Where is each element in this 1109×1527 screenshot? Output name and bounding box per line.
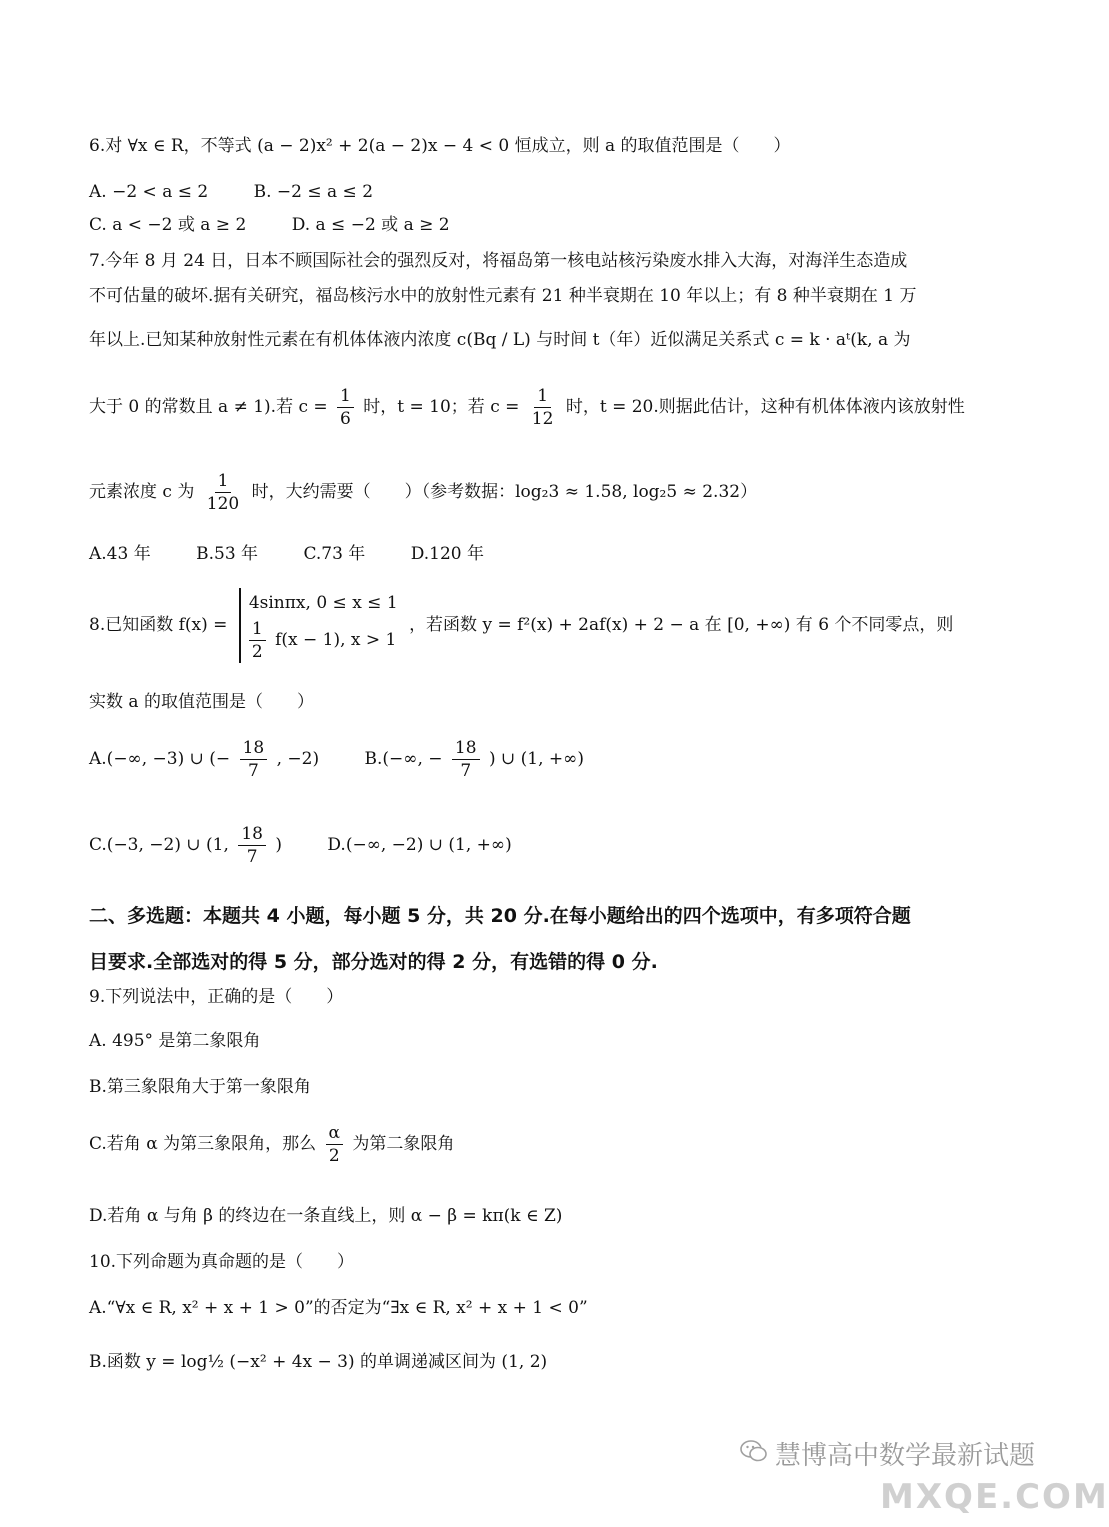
q8-option-b-part-2: ) ∪ (1, +∞) xyxy=(488,749,584,769)
watermark xyxy=(740,1425,1109,1525)
q8-option-a xyxy=(89,737,319,782)
q7-fraction-2-denominator: 12 xyxy=(531,409,554,429)
q8-piece-1: 4sinπx, 0 ≤ x ≤ 1 xyxy=(248,593,398,613)
question-7-line-2: 不可估量的破坏.据有关研究，福岛核污水中的放射性元素有 21 种半衰期在 10 年以上；有 8 种半衰期在 1 万 xyxy=(89,286,917,306)
q7-option-c: C.73 年 xyxy=(303,544,366,564)
q8-option-d: D.(−∞, −2) ∪ (1, +∞) xyxy=(327,835,512,855)
q8-option-c-part-1: C.(−3, −2) ∪ (1, xyxy=(89,835,229,855)
q6-option-a: A. −2 < a ≤ 2 xyxy=(89,182,209,202)
question-8-options-row2 xyxy=(89,823,552,868)
q7-fraction-3-denominator: 120 xyxy=(206,494,240,514)
q8-piece-2-fraction xyxy=(249,618,266,663)
q8-option-b xyxy=(365,737,584,782)
q6-option-c: C. a < −2 或 a ≥ 2 xyxy=(89,215,247,235)
question-7-line-5 xyxy=(89,470,757,515)
question-7-options xyxy=(89,542,524,566)
section-2-heading-line-1: 二、多选题：本题共 4 小题，每小题 5 分，共 20 分.在每小题给出的四个选项中，有多项符合题 xyxy=(89,905,911,927)
q9-option-c-numerator: α xyxy=(326,1122,343,1145)
q8-option-c-fraction xyxy=(238,823,266,868)
q9-option-c xyxy=(89,1122,454,1167)
question-6-stem: 6.对 ∀x ∈ R，不等式 (a − 2)x² + 2(a − 2)x − 4 < 0 恒成立，则 a 的取值范围是（ ） xyxy=(89,136,791,156)
q9-option-d: D.若角 α 与角 β 的终边在一条直线上，则 α − β = kπ(k ∈ Z) xyxy=(89,1206,563,1226)
q8-option-b-denominator: 7 xyxy=(460,761,472,781)
q8-option-b-part-1: B.(−∞, − xyxy=(364,749,443,769)
q6-option-b: B. −2 ≤ a ≤ 2 xyxy=(253,182,374,202)
watermark-brand: MXQE.COM xyxy=(880,1477,1109,1517)
q7-line4-part-b: 时，t = 10；若 c = xyxy=(363,397,520,417)
q6-option-d: D. a ≤ −2 或 a ≥ 2 xyxy=(291,215,450,235)
q10-option-a: A.“∀x ∈ R, x² + x + 1 > 0”的否定为“∃x ∈ R, x² + x + 1 < 0” xyxy=(89,1298,588,1318)
question-8-stem xyxy=(89,588,953,663)
q9-option-c-denominator: 2 xyxy=(328,1146,340,1166)
q7-fraction-3 xyxy=(204,470,242,515)
q7-option-d: D.120 年 xyxy=(410,544,484,564)
q8-piece-2-rest: f(x − 1), x > 1 xyxy=(275,630,397,650)
q7-line4-part-c: 时，t = 20.则据此估计，这种有机体体液内该放射性 xyxy=(565,397,965,417)
question-6-options-row1 xyxy=(89,180,413,204)
q8-piece-2-denominator: 2 xyxy=(251,642,263,662)
question-6-options-row2 xyxy=(89,213,490,237)
wechat-icon xyxy=(740,1439,768,1463)
q10-option-b: B.函数 y = log½ (−x² + 4x − 3) 的单调递减区间为 (1, 2) xyxy=(89,1352,548,1372)
q7-fraction-1 xyxy=(337,385,354,430)
question-8-options-row1 xyxy=(89,737,624,782)
q8-option-b-fraction xyxy=(452,737,480,782)
q7-fraction-2-numerator: 1 xyxy=(534,385,551,408)
q8-option-c xyxy=(89,823,282,868)
q8-option-b-numerator: 18 xyxy=(452,737,480,760)
q8-option-c-part-2: ) xyxy=(275,835,282,855)
q9-option-c-part-1: C.若角 α 为第三象限角，那么 xyxy=(89,1134,317,1154)
q8-prefix: 8.已知函数 f(x) = xyxy=(89,615,228,635)
q8-option-a-part-2: , −2) xyxy=(276,749,320,769)
q7-option-a: A.43 年 xyxy=(89,544,151,564)
q8-option-c-numerator: 18 xyxy=(238,823,266,846)
q7-line4-part-a: 大于 0 的常数且 a ≠ 1).若 c = xyxy=(89,397,328,417)
q8-piecewise-function xyxy=(239,588,398,663)
q8-piece-2-numerator: 1 xyxy=(249,618,266,641)
q8-option-a-fraction xyxy=(240,737,268,782)
question-9-stem: 9.下列说法中，正确的是（ ） xyxy=(89,987,344,1007)
q8-option-a-part-1: A.(−∞, −3) ∪ (− xyxy=(89,749,231,769)
q7-fraction-1-denominator: 6 xyxy=(340,409,351,429)
q7-line5-part-a: 元素浓度 c 为 xyxy=(89,482,195,502)
question-8-line-2: 实数 a 的取值范围是（ ） xyxy=(89,692,314,712)
q7-fraction-3-numerator: 1 xyxy=(215,470,232,493)
q7-fraction-2 xyxy=(529,385,557,430)
q8-option-c-denominator: 7 xyxy=(246,847,258,867)
q7-option-b: B.53 年 xyxy=(196,544,259,564)
q9-option-b: B.第三象限角大于第一象限角 xyxy=(89,1077,311,1097)
question-7-line-3: 年以上.已知某种放射性元素在有机体体液内浓度 c(Bq / L) 与时间 t（年）近似满足关系式 c = k · aᵗ(k, a 为 xyxy=(89,330,911,350)
q7-line5-part-b: 时，大约需要（ ）（参考数据：log₂3 ≈ 1.58, log₂5 ≈ 2.32） xyxy=(251,482,758,502)
q9-option-c-fraction xyxy=(326,1122,343,1167)
q8-piece-2 xyxy=(249,618,398,663)
question-7-line-4 xyxy=(89,385,965,430)
q8-option-a-denominator: 7 xyxy=(247,761,259,781)
question-7-line-1: 7.今年 8 月 24 日，日本不顾国际社会的强烈反对，将福岛第一核电站核污染废水排入大海，对海洋生态造成 xyxy=(89,251,908,271)
q9-option-a: A. 495° 是第二象限角 xyxy=(89,1031,261,1051)
q8-suffix: ，若函数 y = f²(x) + 2af(x) + 2 − a 在 [0, +∞) 有 6 个不同零点，则 xyxy=(409,615,954,635)
q8-option-a-numerator: 18 xyxy=(240,737,268,760)
section-2-heading-line-2: 目要求.全部选对的得 5 分，部分选对的得 2 分，有选错的得 0 分. xyxy=(89,951,658,973)
question-10-stem: 10.下列命题为真命题的是（ ） xyxy=(89,1252,355,1272)
watermark-text: 慧博高中数学最新试题 xyxy=(775,1441,1036,1471)
q9-option-c-part-2: 为第二象限角 xyxy=(352,1134,455,1154)
q7-fraction-1-numerator: 1 xyxy=(337,385,354,408)
